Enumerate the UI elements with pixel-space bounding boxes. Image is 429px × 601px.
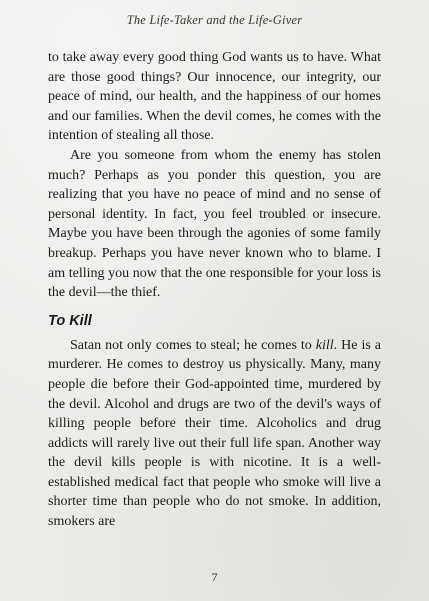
page-number: 7 <box>211 570 218 584</box>
running-header: The Life-Taker and the Life-Giver <box>126 13 303 27</box>
paragraph-to-kill-after: . He is a murderer. He comes to destroy us physically. Many, many people die before their God-appointed time, murdered by the devil. Alcohol and drugs are two of the devil's ways of killing people before their time. Alcoholics and drug addicts will rarely live out their full life span. Another way the devil kills people is with nicotine. It is a well-established medical fact that people who smoke will live a shorter time than people who do not smoke. In addition, smokers are <box>48 337 381 530</box>
paragraph-to-kill-before: Satan not only comes to steal; he comes to <box>70 337 316 353</box>
paragraph-continuation: to take away every good thing God wants us to have. What are those good things? Our innocence, our integrity, our peace of mind, our health, and the happiness of our homes and our families. When the devil comes, he comes with the intention of stealing all those. <box>48 50 381 144</box>
paragraph-stolen: Are you someone from whom the enemy has stolen much? Perhaps as you ponder this question, you are realizing that you have no peace of mind and no sense of personal identity. In fact, you feel troubled or insecure. Maybe you have been through the agonies of some family breakup. Perhaps you have never known who to blame. I am telling you now that the one responsible for your loss is the devil—the thief. <box>48 147 381 301</box>
paragraph-to-kill-emphasis: kill <box>315 337 334 353</box>
body-text <box>48 48 381 532</box>
paragraph-to-kill <box>48 336 381 532</box>
section-heading: To Kill <box>48 312 92 329</box>
